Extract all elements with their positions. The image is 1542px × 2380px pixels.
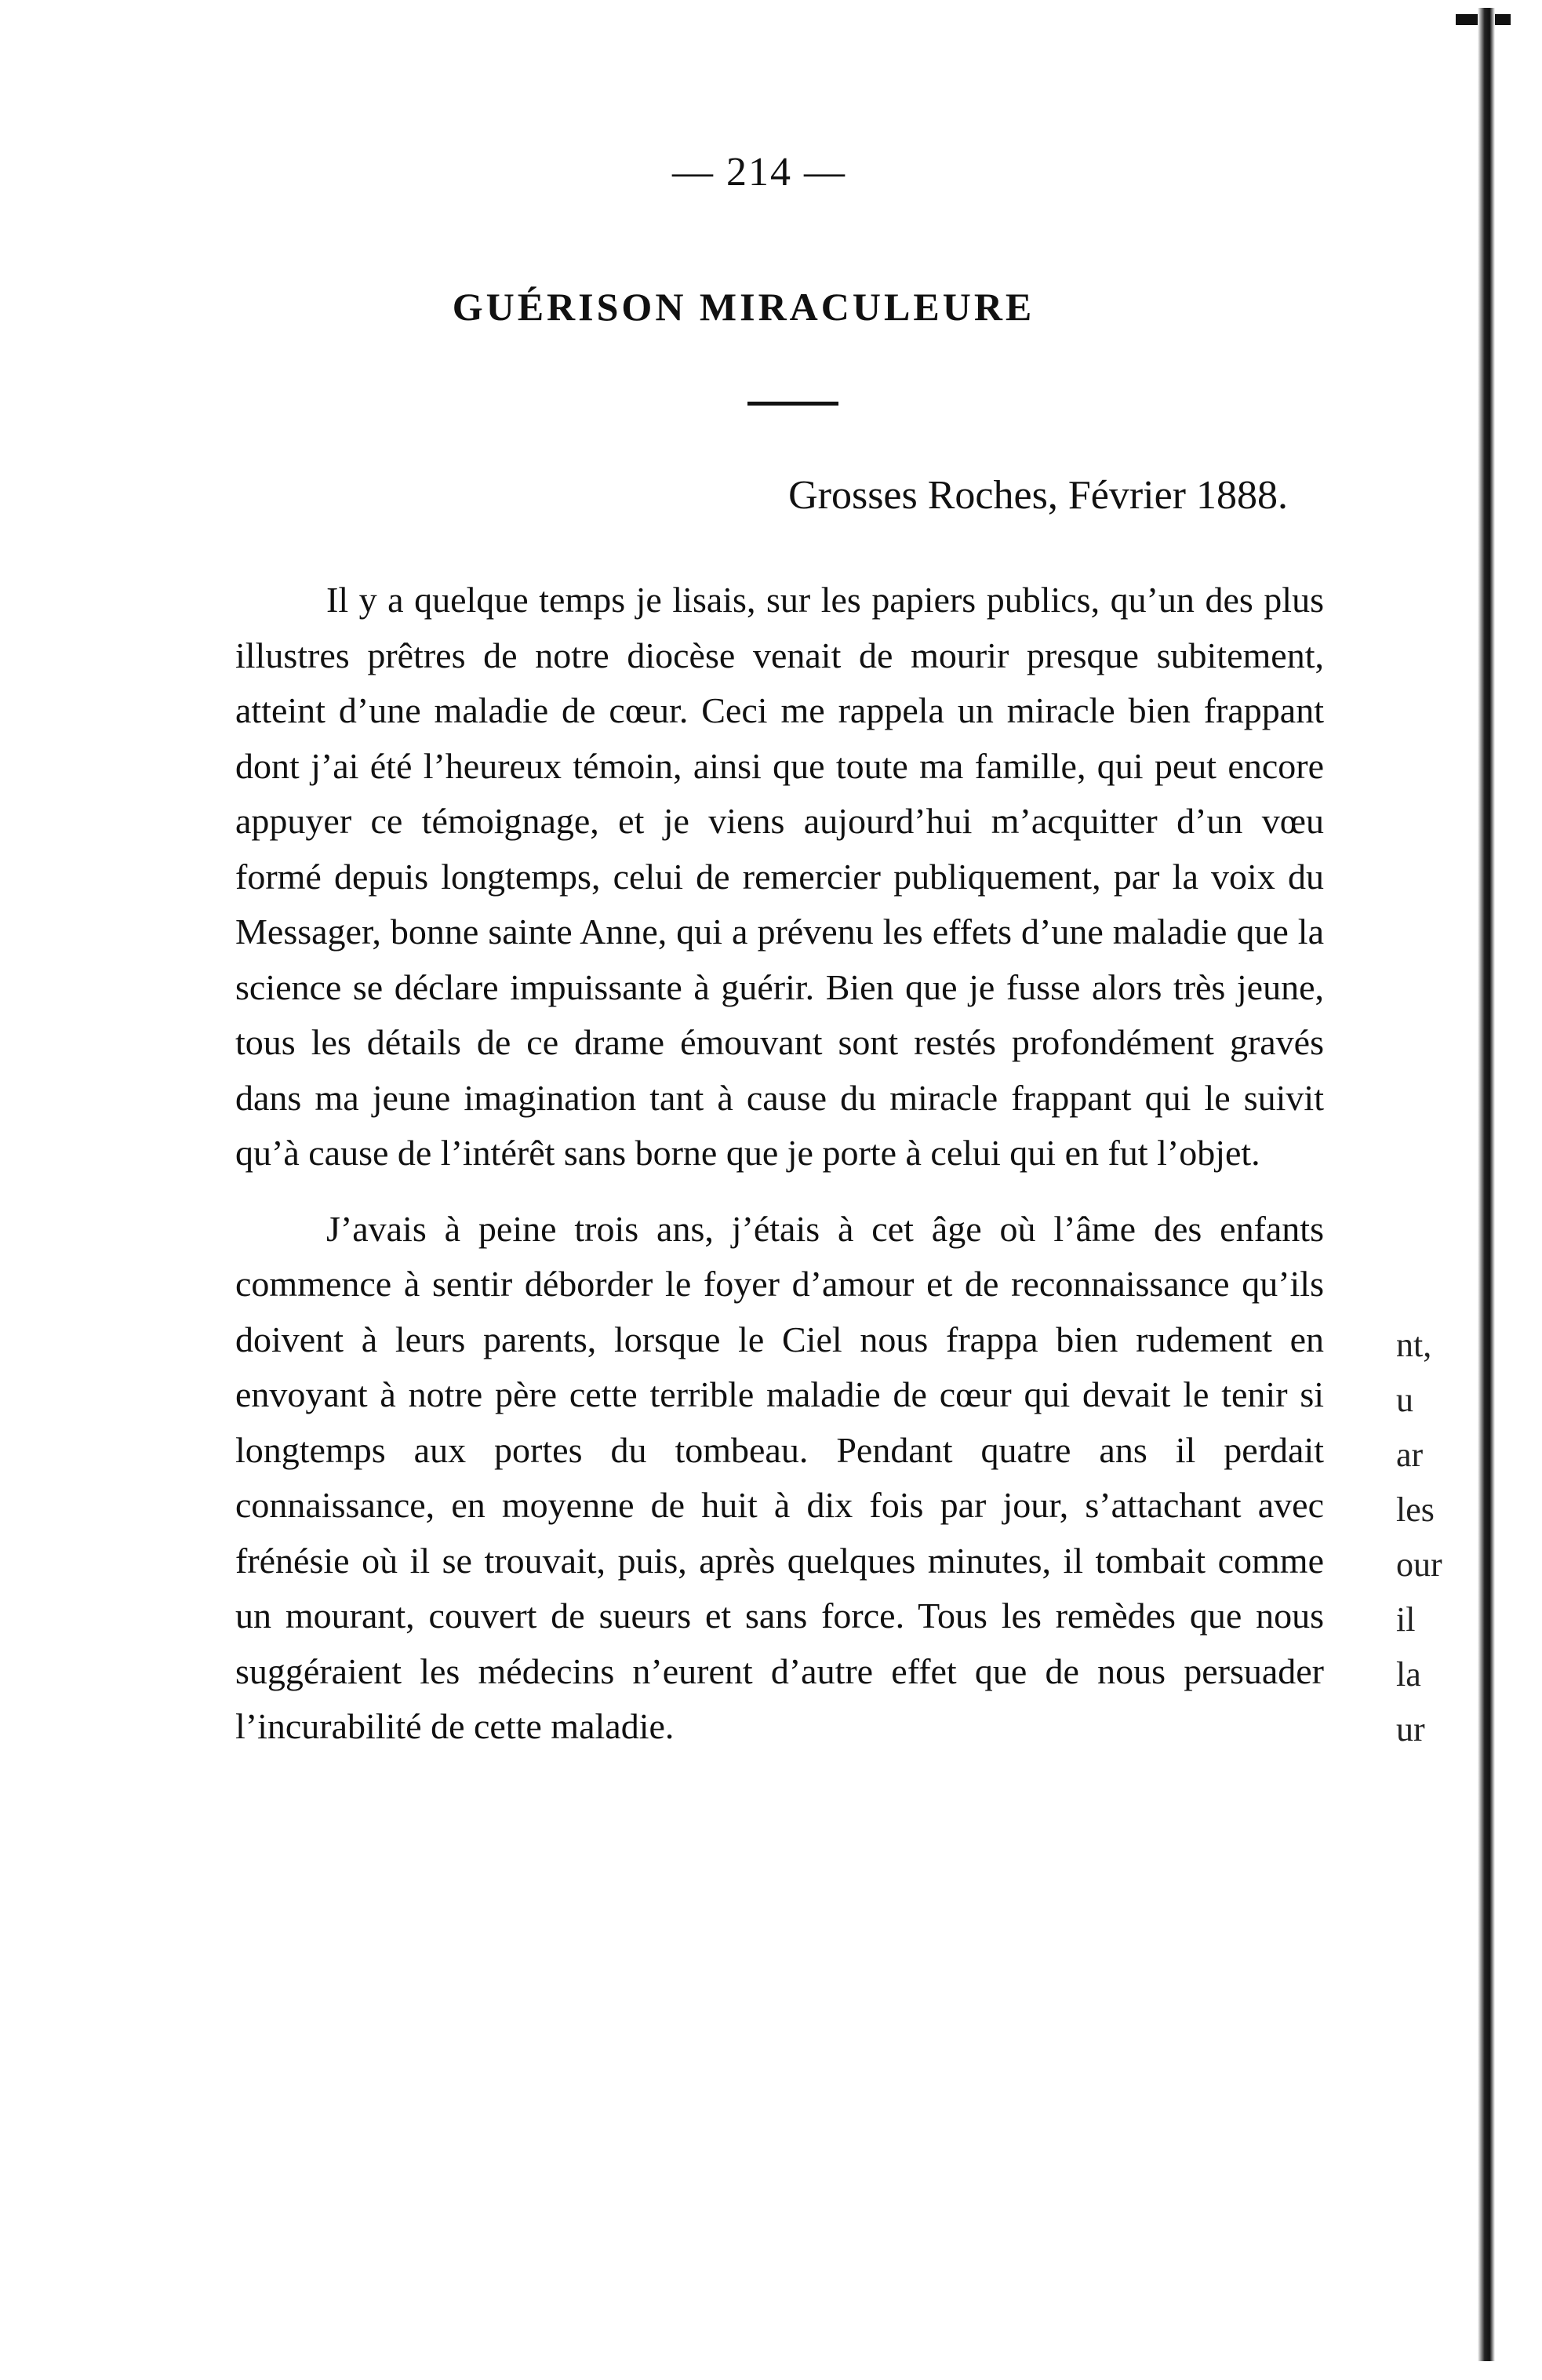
paragraph-1: Il y a quelque temps je lisais, sur les papiers publics, qu’un des plus illustres prêtres de notre diocèse venait de mourir presque subitement, atteint d’une maladie de cœur. Ceci me rappela un miracle bien frappant dont j’ai été l’heureux témoin, ainsi que toute ma famille, qui peut encore appuyer ce témoignage, et je viens aujourd’hui m’acquitter d’un vœu formé depuis longtemps, celui de remercier publiquement, par la voix du Messager, bonne sainte Anne, qui a prévenu les effets d’une maladie que la science se déclare impuissante à guérir. Bien que je fusse alors très jeune, tous les détails de ce drame émouvant sont restés profondément gravés dans ma jeune imagination tant à cause du miracle frappant qui le suivit qu’à cause de l’intérêt sans borne que je porte à celui qui en fut l’objet.: [235, 580, 1324, 1173]
binding-edge: [1478, 8, 1495, 2361]
margin-fragment: u: [1396, 1381, 1413, 1419]
title-divider: [747, 402, 838, 406]
article-body: [235, 573, 1324, 1775]
margin-fragment: la: [1396, 1655, 1421, 1694]
margin-fragment: nt,: [1396, 1326, 1432, 1364]
margin-fragment: our: [1396, 1545, 1442, 1584]
margin-fragment: ur: [1396, 1710, 1425, 1749]
facing-page-margin: [1380, 0, 1542, 2380]
article-title: GUÉRISON MIRACULEURE: [452, 285, 1035, 329]
margin-fragment: les: [1396, 1490, 1435, 1529]
dateline: Grosses Roches, Février 1888.: [788, 473, 1288, 518]
facing-page-text-fragments: [1396, 1318, 1442, 1757]
paragraph-2: J’avais à peine trois ans, j’étais à cet âge où l’âme des enfants commence à sentir déborder le foyer d’amour et de reconnaissance qu’ils doivent à leurs parents, lorsque le Ciel nous frappa bien rudement en envoyant à notre père cette terrible maladie de cœur qui devait le tenir si longtemps aux portes du tombeau. Pendant quatre ans il perdait connaissance, en moyenne de huit à dix fois par jour, s’attachant avec frénésie où il se trouvait, puis, après quelques minutes, il tombait comme un mourant, couvert de sueurs et sans force. Tous les remèdes que nous suggéraient les médecins n’eurent d’autre effet que de nous persuader l’incurabilité de cette maladie.: [235, 1208, 1324, 1746]
page-number: — 214 —: [672, 150, 846, 195]
margin-fragment: ar: [1396, 1436, 1424, 1474]
margin-fragment: il: [1396, 1600, 1416, 1639]
